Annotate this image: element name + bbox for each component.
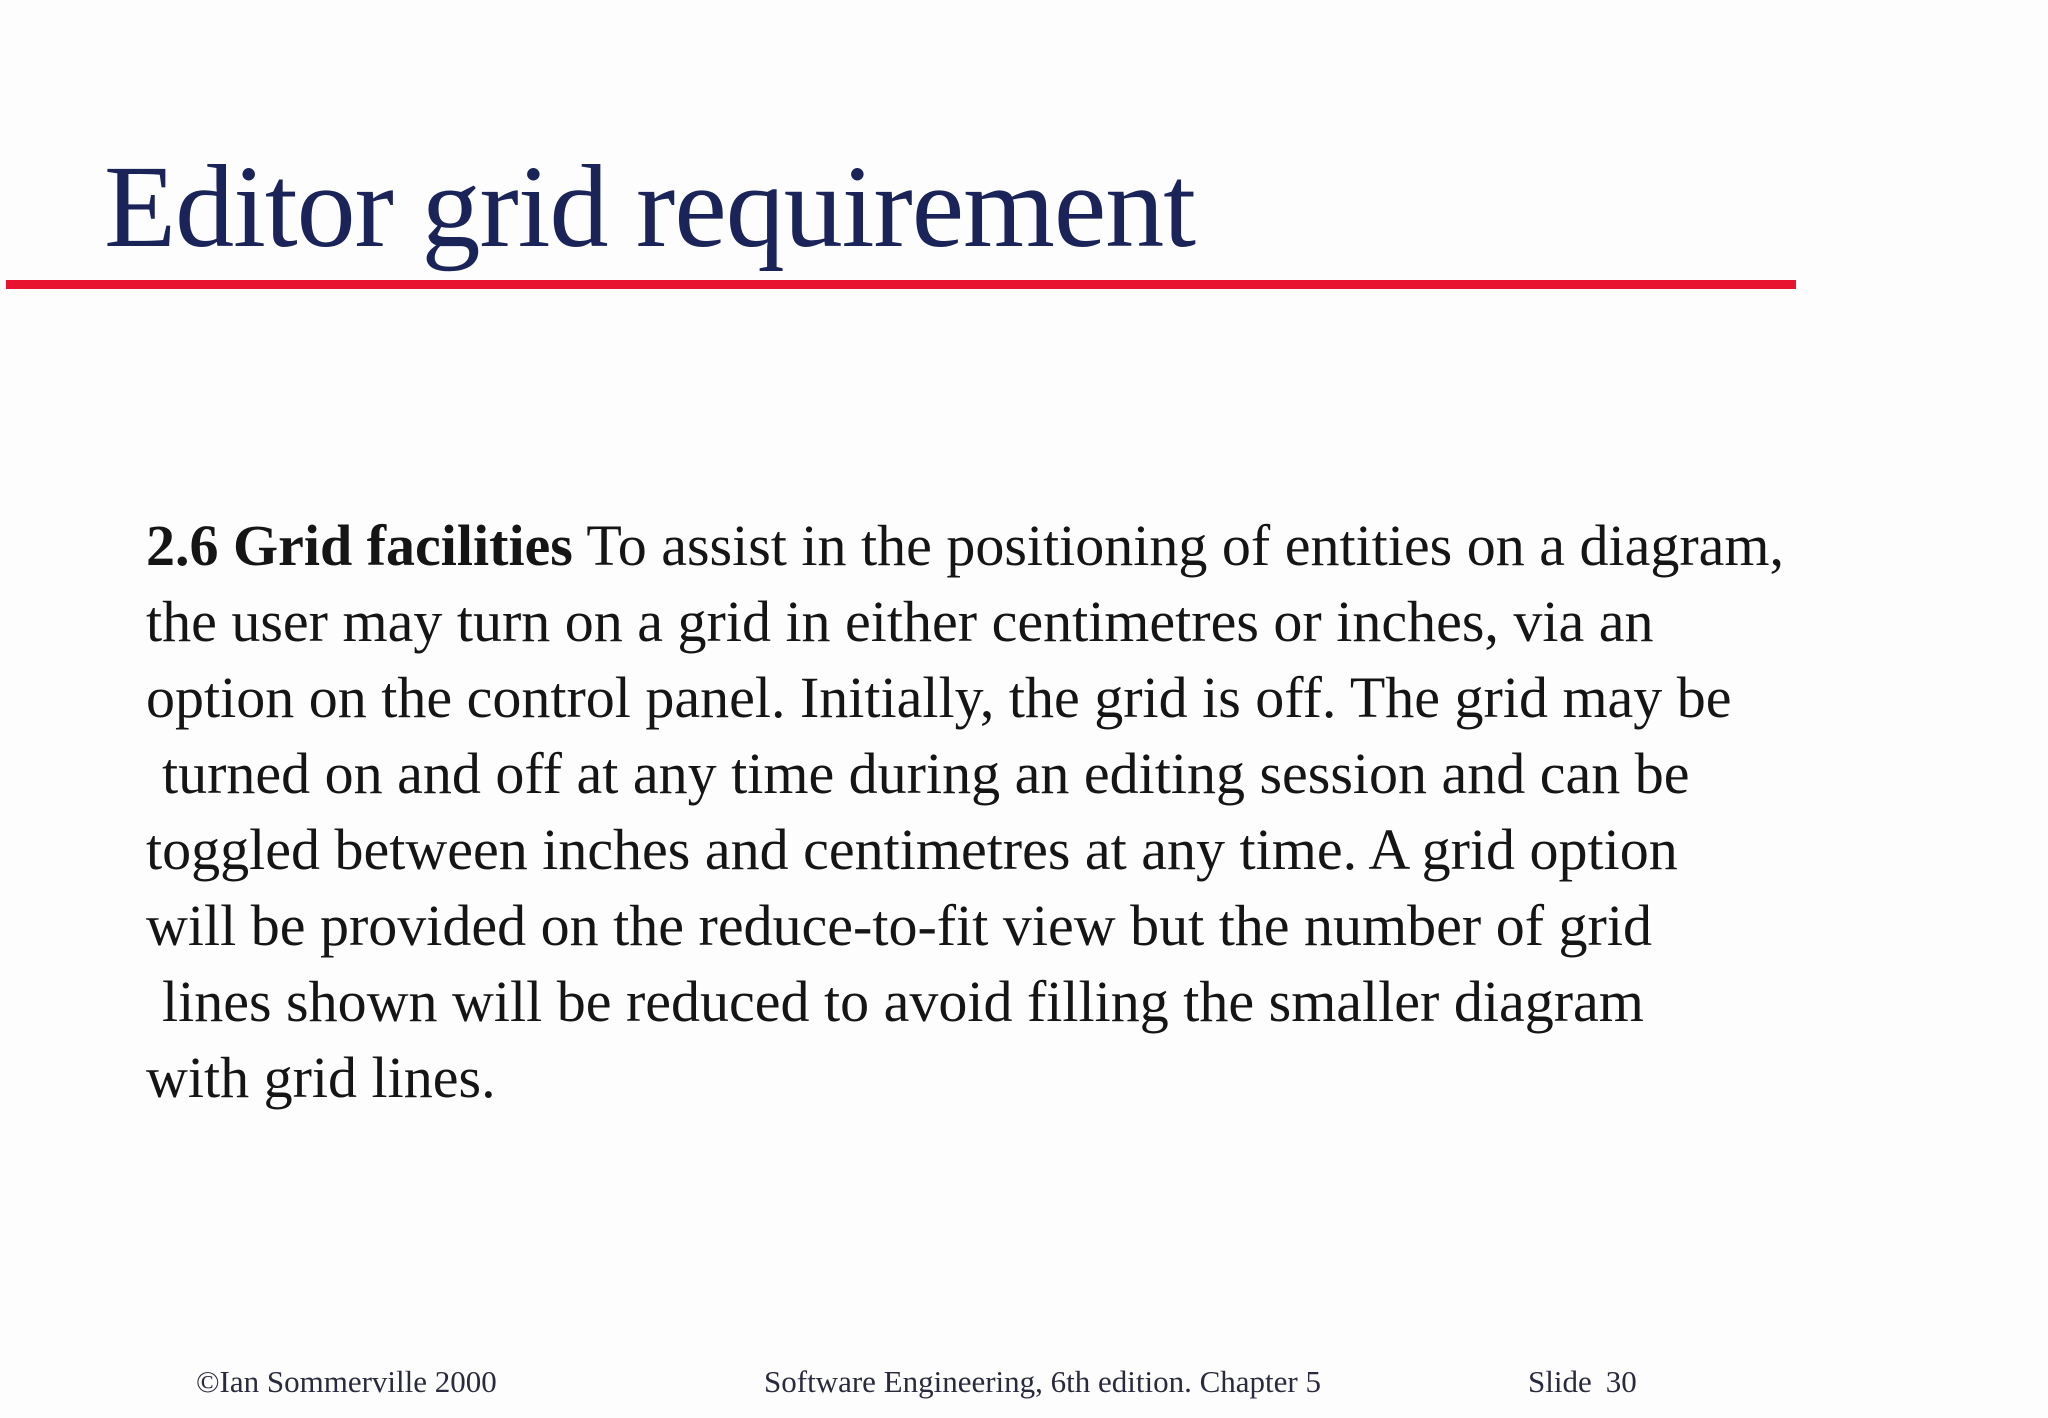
footer-book-title: Software Engineering, 6th edition. Chapter 5 — [764, 1364, 1322, 1399]
paragraph-line-4: turned on and off at any time during an editing session and can be — [162, 741, 1690, 806]
footer-slide-number — [1528, 1366, 1637, 1397]
paragraph-line-2: the user may turn on a grid in either centimetres or inches, via an — [146, 589, 1654, 654]
paragraph-line-5: toggled between inches and centimetres at any time. A grid option — [146, 817, 1678, 882]
requirement-heading: 2.6 Grid facilities — [146, 513, 573, 578]
paragraph-line-7: lines shown will be reduced to avoid filling the smaller diagram — [162, 969, 1644, 1034]
paragraph-line-3: option on the control panel. Initially, the grid is off. The grid may be — [146, 665, 1732, 730]
paragraph-line-1-text: To assist in the positioning of entities on a diagram, — [572, 513, 1784, 578]
paragraph-line-6: will be provided on the reduce-to-fit view but the number of grid — [146, 893, 1652, 958]
footer-copyright: ©Ian Sommerville 2000 — [196, 1364, 497, 1399]
paragraph-line-1 — [146, 508, 1976, 584]
slide-title: Editor grid requirement — [104, 141, 1196, 272]
slide-label: Slide — [1528, 1364, 1592, 1399]
title-underline-rule — [6, 280, 1796, 289]
paragraph-line-8: with grid lines. — [146, 1045, 496, 1110]
slide-number: 30 — [1605, 1364, 1637, 1399]
requirement-paragraph — [146, 508, 1976, 1116]
